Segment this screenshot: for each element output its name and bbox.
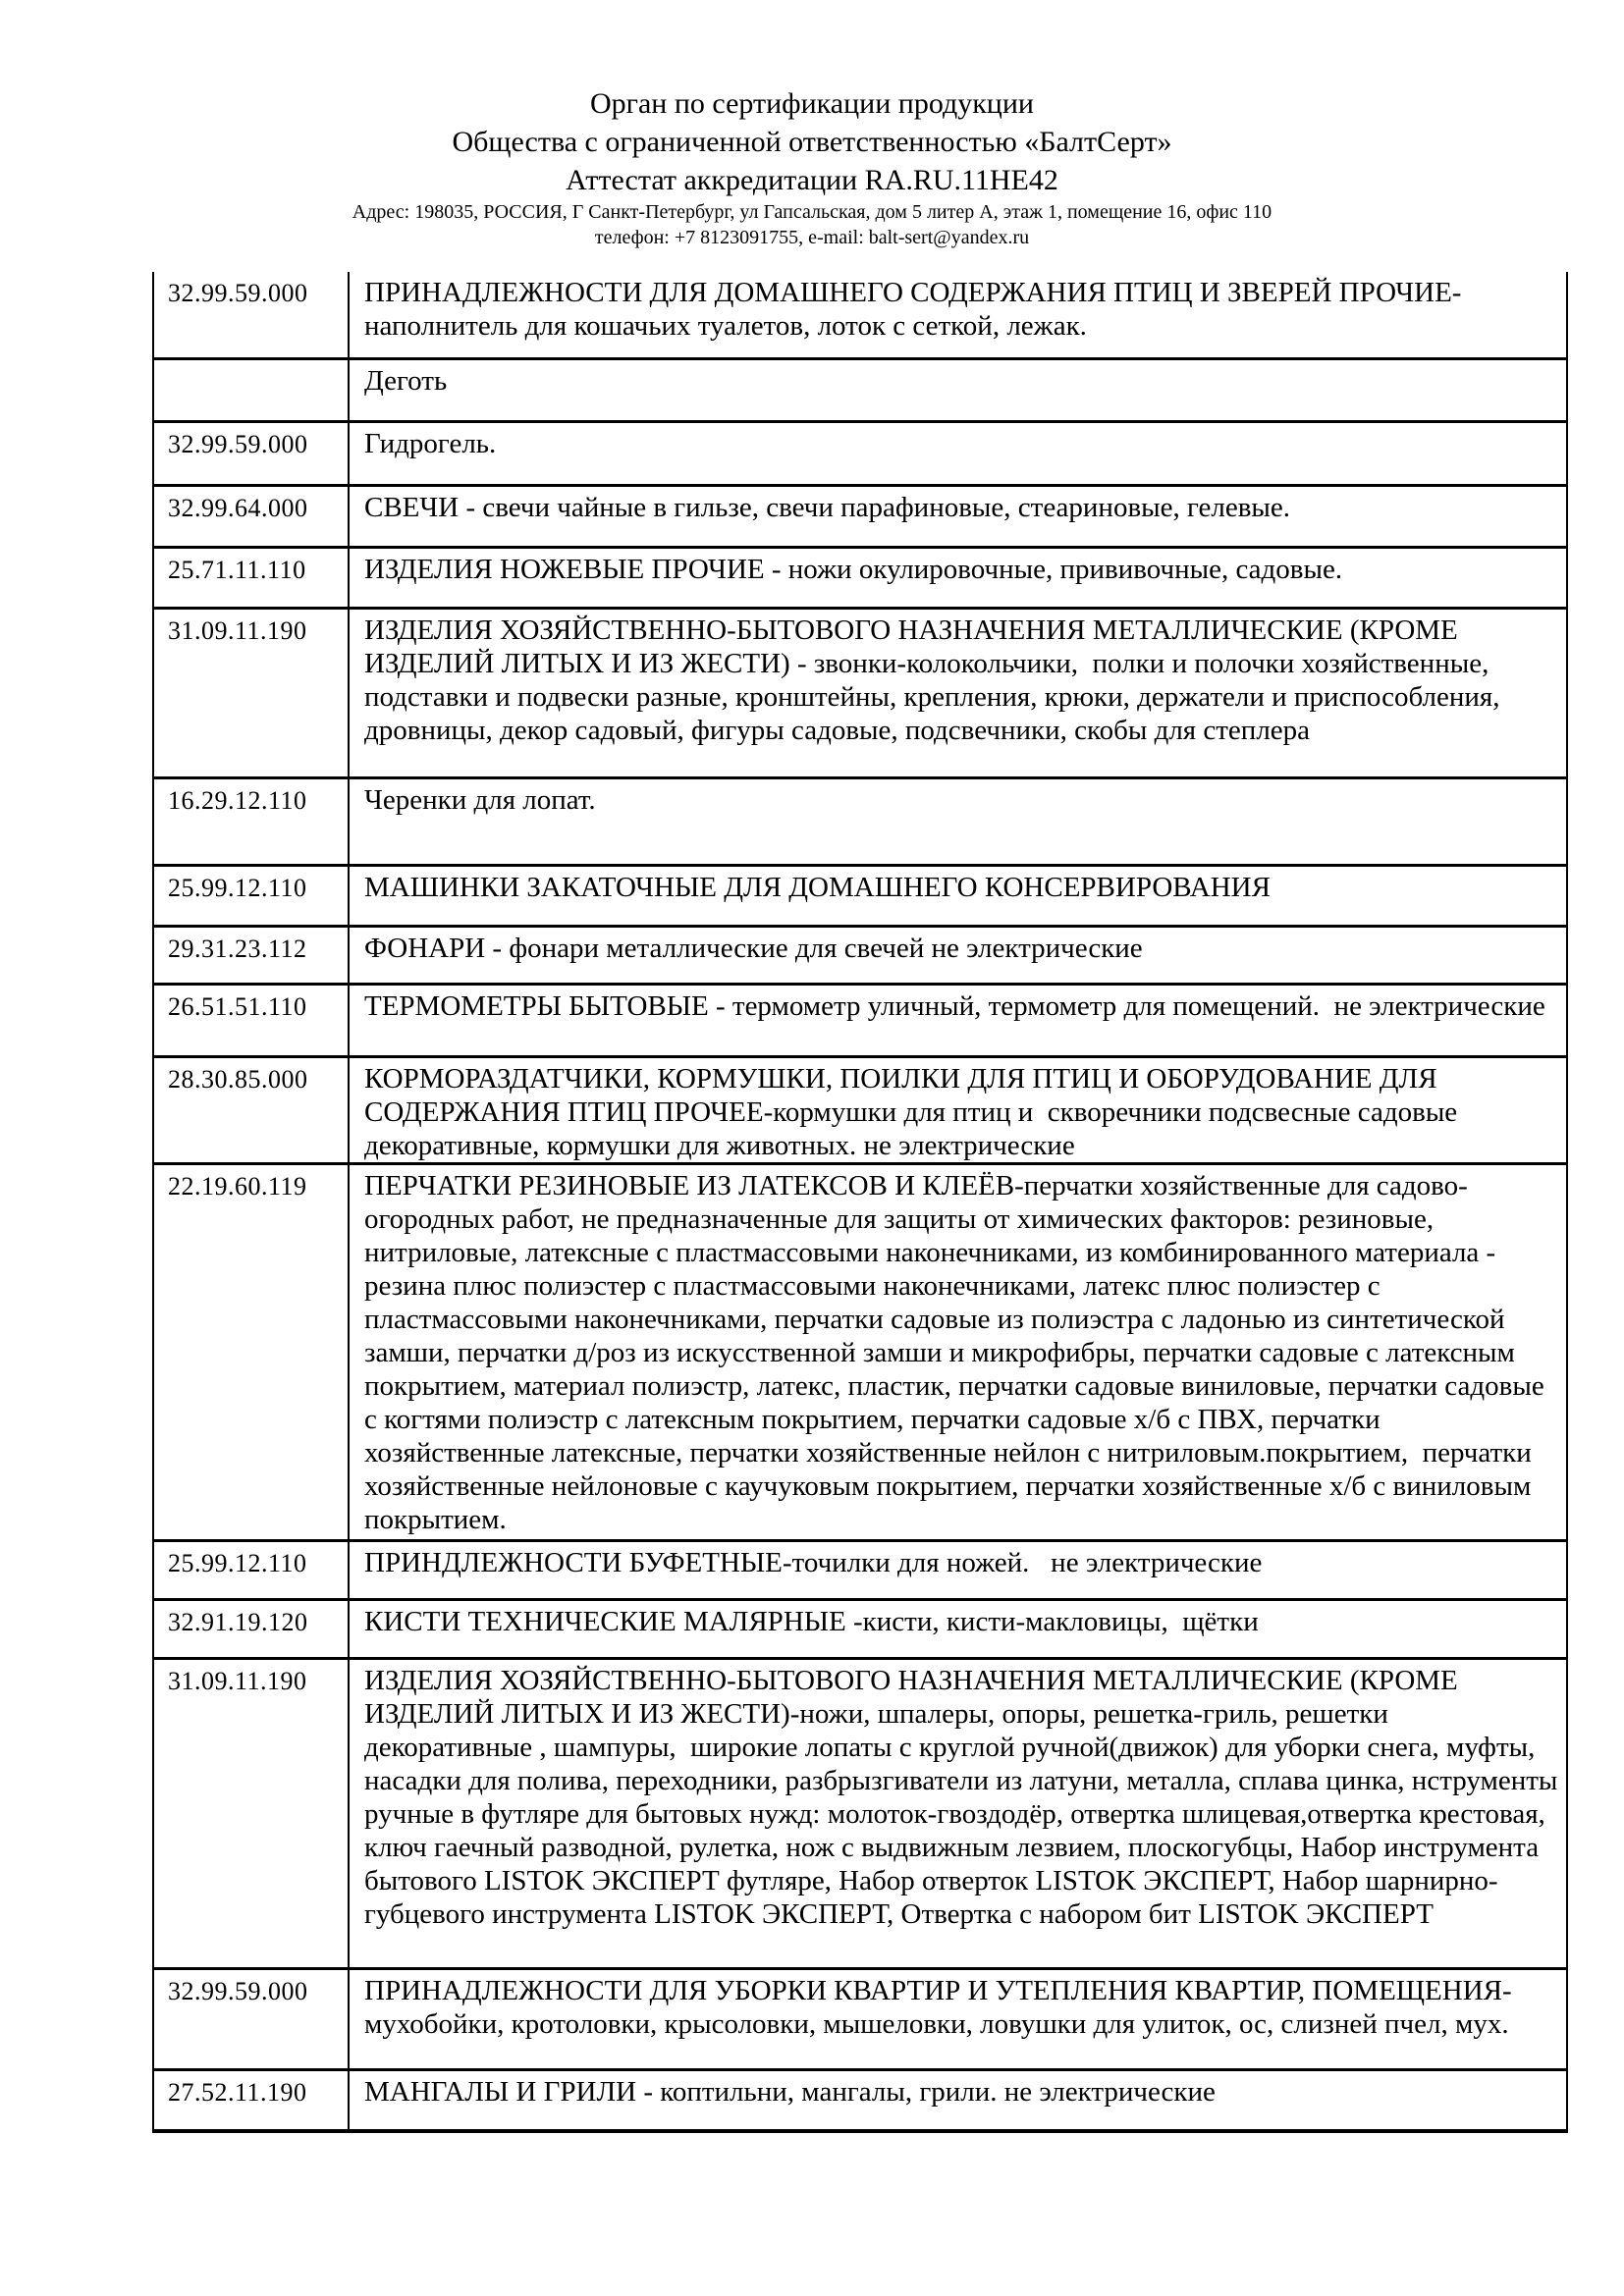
code-cell: 32.99.59.000 (153, 1968, 349, 2069)
table-body (153, 272, 1567, 2131)
description-cell: Гидрогель. (349, 421, 1567, 485)
code-cell: 26.51.51.110 (153, 984, 349, 1056)
code-cell: 29.31.23.112 (153, 926, 349, 984)
code-cell: 25.99.12.110 (153, 865, 349, 926)
table-row (153, 1163, 1567, 1540)
table-row (153, 1658, 1567, 1968)
table-row (153, 547, 1567, 608)
code-cell: 22.19.60.119 (153, 1163, 349, 1540)
description-cell: ФОНАРИ - фонари металлические для свечей не электрические (349, 926, 1567, 984)
org-title-line-2: Общества с ограниченной ответственностью «БалтСерт» (452, 126, 1172, 158)
description-cell: ТЕРМОМЕТРЫ БЫТОВЫЕ - термометр уличный, термометр для помещений. не электрические (349, 984, 1567, 1056)
code-cell: 31.09.11.190 (153, 608, 349, 777)
description-cell: ИЗДЕЛИЯ ХОЗЯЙСТВЕННО-БЫТОВОГО НАЗНАЧЕНИЯ МЕТАЛЛИЧЕСКИЕ (КРОМЕ ИЗДЕЛИЙ ЛИТЫХ И ИЗ ЖЕСТИ)-ножи, шпалеры, опоры, решетка-гриль, решетки декоративные , шампуры, широкие лопаты с круглой ручной(движок) для уборки снега, муфты, насадки для полива, переходники, разбрызгиватели из латуни, металла, сплава цинка, нструменты ручные в футляре для бытовых нужд: молоток-гвоздодёр, отвертка шлицевая,отвертка крестовая, ключ гаечный разводной, рулетка, нож с выдвижным лезвием, плоскогубцы, Набор инструмента бытового LISTOK ЭКСПЕРТ футляре, Набор отверток LISTOK ЭКСПЕРТ, Набор шарнирно-губцевого инструмента LISTOK ЭКСПЕРТ, Отвертка с набором бит LISTOK ЭКСПЕРТ (349, 1658, 1567, 1968)
document-header (0, 0, 1624, 250)
description-cell: ИЗДЕЛИЯ НОЖЕВЫЕ ПРОЧИЕ - ножи окулировочные, прививочные, садовые. (349, 547, 1567, 608)
code-cell: 32.99.64.000 (153, 485, 349, 547)
description-cell: КОРМОРАЗДАТЧИКИ, КОРМУШКИ, ПОИЛКИ ДЛЯ ПТИЦ И ОБОРУДОВАНИЕ ДЛЯ СОДЕРЖАНИЯ ПТИЦ ПРОЧЕЕ-кормушки для птиц и скворечники подсвесные садовые декоративные, кормушки для животных. не электрические (349, 1056, 1567, 1163)
table-row (153, 1540, 1567, 1599)
description-cell: СВЕЧИ - свечи чайные в гильзе, свечи парафиновые, стеариновые, гелевые. (349, 485, 1567, 547)
table-row (153, 1056, 1567, 1163)
description-cell: Деготь (349, 358, 1567, 421)
table-row (153, 608, 1567, 777)
contact-line: телефон: +7 8123091755, e-mail: balt-sert@yandex.ru (594, 227, 1030, 248)
code-cell: 25.71.11.110 (153, 547, 349, 608)
description-cell: КИСТИ ТЕХНИЧЕСКИЕ МАЛЯРНЫЕ -кисти, кисти-макловицы, щётки (349, 1599, 1567, 1658)
description-cell: Черенки для лопат. (349, 777, 1567, 865)
accreditation-line: Аттестат аккредитации RA.RU.11НЕ42 (566, 164, 1058, 196)
address-line: Адрес: 198035, РОССИЯ, Г Санкт-Петербург, ул Гапсальская, дом 5 литер А, этаж 1, помещение 16, офис 110 (352, 201, 1272, 223)
code-cell: 32.91.19.120 (153, 1599, 349, 1658)
table-row (153, 1968, 1567, 2069)
code-cell: 16.29.12.110 (153, 777, 349, 865)
code-cell: 25.99.12.110 (153, 1540, 349, 1599)
description-cell: ПРИНДЛЕЖНОСТИ БУФЕТНЫЕ-точилки для ножей. не электрические (349, 1540, 1567, 1599)
table-row (153, 777, 1567, 865)
description-cell: ПРИНАДЛЕЖНОСТИ ДЛЯ УБОРКИ КВАРТИР И УТЕПЛЕНИЯ КВАРТИР, ПОМЕЩЕНИЯ-мухобойки, кротоловки, крысоловки, мышеловки, ловушки для улиток, ос, слизней пчел, мух. (349, 1968, 1567, 2069)
table-row (153, 272, 1567, 358)
table-row (153, 865, 1567, 926)
description-cell: ПРИНАДЛЕЖНОСТИ ДЛЯ ДОМАШНЕГО СОДЕРЖАНИЯ ПТИЦ И ЗВЕРЕЙ ПРОЧИЕ-наполнитель для кошачьих туалетов, лоток с сеткой, лежак. (349, 272, 1567, 358)
table-row (153, 485, 1567, 547)
code-cell: 32.99.59.000 (153, 421, 349, 485)
code-cell: 31.09.11.190 (153, 1658, 349, 1968)
code-cell (153, 358, 349, 421)
table-row (153, 421, 1567, 485)
description-cell: ПЕРЧАТКИ РЕЗИНОВЫЕ ИЗ ЛАТЕКСОВ И КЛЕЁВ-перчатки хозяйственные для садово-огородных работ, не предназначенные для защиты от химических факторов: резиновые, нитриловые, латексные с пластмассовыми наконечниками, из комбинированного материала - резина плюс полиэстер с пластмассовыми наконечниками, латекс плюс полиэстер с пластмассовыми наконечниками, перчатки садовые из полиэстра с ладонью из синтетической замши, перчатки д/роз из искусственной замши и микрофибры, перчатки садовые с латексным покрытием, материал полиэстр, латекс, пластик, перчатки садовые виниловые, перчатки садовые с когтями полиэстр с латексным покрытием, перчатки садовые х/б с ПВХ, перчатки хозяйственные латексные, перчатки хозяйственные нейлон с нитриловым.покрытием, перчатки хозяйственные нейлоновые с каучуковым покрытием, перчатки хозяйственные х/б с виниловым покрытием. (349, 1163, 1567, 1540)
table-row (153, 358, 1567, 421)
code-cell: 32.99.59.000 (153, 272, 349, 358)
table-row (153, 984, 1567, 1056)
table-row (153, 926, 1567, 984)
table-row (153, 2069, 1567, 2131)
description-cell: ИЗДЕЛИЯ ХОЗЯЙСТВЕННО-БЫТОВОГО НАЗНАЧЕНИЯ МЕТАЛЛИЧЕСКИЕ (КРОМЕ ИЗДЕЛИЙ ЛИТЫХ И ИЗ ЖЕСТИ) - звонки-колокольчики, полки и полочки хозяйственные, подставки и подвески разные, кронштейны, крепления, крюки, держатели и приспособления, дровницы, декор садовый, фигуры садовые, подсвечники, скобы для степлера (349, 608, 1567, 777)
table-row (153, 1599, 1567, 1658)
product-codes-table (152, 272, 1568, 2133)
org-title-line-1: Орган по сертификации продукции (590, 87, 1034, 120)
code-cell: 27.52.11.190 (153, 2069, 349, 2131)
description-cell: МАНГАЛЫ И ГРИЛИ - коптильни, мангалы, грили. не электрические (349, 2069, 1567, 2131)
code-cell: 28.30.85.000 (153, 1056, 349, 1163)
description-cell: МАШИНКИ ЗАКАТОЧНЫЕ ДЛЯ ДОМАШНЕГО КОНСЕРВИРОВАНИЯ (349, 865, 1567, 926)
